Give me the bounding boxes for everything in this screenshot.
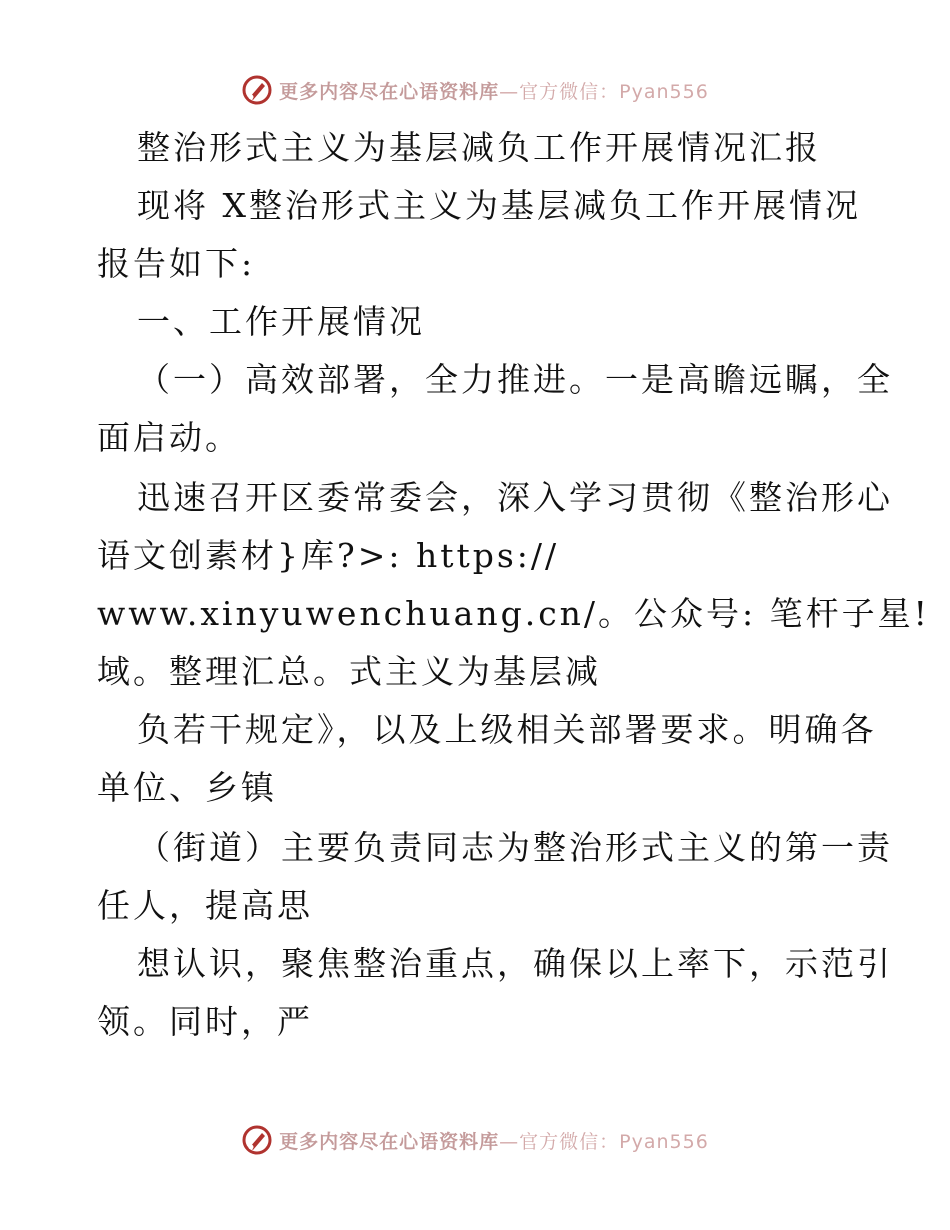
paragraph-line: 语文创素材}库?>: https:// bbox=[97, 536, 560, 575]
banner-wechat: —官方微信：Pyan556 bbox=[499, 80, 709, 103]
paragraph-line: 面启动。 bbox=[97, 418, 241, 457]
paragraph-line: 负若干规定》，以及上级相关部署要求。明确各 bbox=[137, 710, 877, 749]
footer-banner bbox=[0, 1120, 950, 1160]
pen-logo-icon bbox=[241, 1124, 273, 1156]
paragraph-line: 报告如下: bbox=[97, 244, 256, 283]
header-banner bbox=[0, 70, 950, 110]
paragraph-line: 迅速召开区委常委会，深入学习贯彻《整治形心 bbox=[137, 478, 893, 517]
paragraph-line: 单位、乡镇 bbox=[97, 768, 277, 807]
paragraph-line: （一）高效部署，全力推进。一是高瞻远瞩，全 bbox=[137, 360, 893, 399]
paragraph-line: 现将 X整治形式主义为基层减负工作开展情况 bbox=[137, 186, 861, 225]
paragraph-line: 任人，提高思 bbox=[97, 886, 313, 925]
paragraph-line: www.xinyuwenchuang.cn/。公众号: 笔杆子星! bbox=[97, 594, 930, 633]
document-title: 整治形式主义为基层减负工作开展情况汇报 bbox=[137, 128, 821, 167]
paragraph-line: 想认识，聚焦整治重点，确保以上率下，示范引 bbox=[137, 944, 893, 983]
paragraph-line: 域。整理汇总。式主义为基层减 bbox=[97, 652, 601, 691]
pen-logo-icon bbox=[241, 74, 273, 106]
banner-title: 更多内容尽在心语资料库 bbox=[279, 1130, 500, 1153]
paragraph-line: （街道）主要负责同志为整治形式主义的第一责 bbox=[137, 828, 893, 867]
banner-wechat: —官方微信：Pyan556 bbox=[499, 1130, 709, 1153]
banner-title: 更多内容尽在心语资料库 bbox=[279, 80, 500, 103]
section-heading: 一、工作开展情况 bbox=[137, 302, 425, 341]
paragraph-line: 领。同时，严 bbox=[97, 1002, 313, 1041]
